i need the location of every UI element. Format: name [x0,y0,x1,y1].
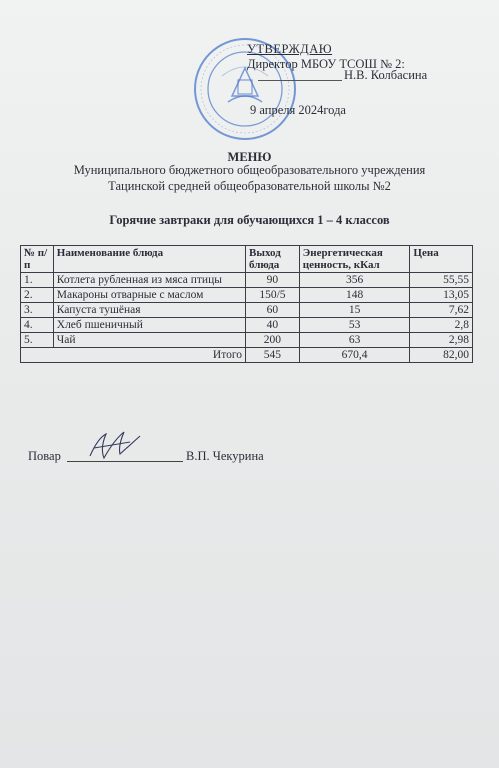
header-no: № п/п [21,246,54,273]
total-price: 82,00 [410,348,473,363]
total-energy: 670,4 [299,348,410,363]
row-price: 7,62 [410,303,473,318]
cook-signature [80,428,150,462]
row-output: 200 [246,333,300,348]
organization-line-1: Муниципального бюджетного общеобразовательного учреждения [73,163,426,177]
row-price: 13,05 [410,288,473,303]
row-energy: 15 [299,303,410,318]
header-output: Выход блюда [246,246,300,273]
menu-table [20,245,473,363]
header-energy: Энергетическая ценность, кКал [299,246,410,273]
cook-name: В.П. Чекурина [186,449,264,463]
row-no: 4. [21,318,54,333]
table-row [21,333,473,348]
row-energy: 53 [299,318,410,333]
document-title: МЕНЮ [227,150,272,164]
row-name: Чай [53,333,245,348]
row-no: 5. [21,333,54,348]
row-energy: 356 [299,273,410,288]
row-energy: 148 [299,288,410,303]
row-price: 55,55 [410,273,473,288]
cook-label: Повар [28,449,61,463]
row-name: Капуста тушёная [53,303,245,318]
table-row [21,288,473,303]
approver-name: Н.В. Колбасина [344,68,428,82]
row-price: 2,8 [410,318,473,333]
row-output: 90 [246,273,300,288]
approval-block [247,42,405,71]
table-row [21,318,473,333]
total-output: 545 [246,348,300,363]
row-name: Хлеб пшеничный [53,318,245,333]
table-row [21,303,473,318]
header-name: Наименование блюда [53,246,245,273]
approval-heading: УТВЕРЖДАЮ [247,42,333,56]
approval-date: 9 апреля 2024года [250,103,346,117]
total-label: Итого [21,348,246,363]
row-name: Котлета рубленная из мяса птицы [53,273,245,288]
row-no: 2. [21,288,54,303]
row-no: 3. [21,303,54,318]
header-price: Цена [410,246,473,273]
row-energy: 63 [299,333,410,348]
row-output: 150/5 [246,288,300,303]
table-total-row [21,348,473,363]
row-output: 60 [246,303,300,318]
row-name: Макароны отварные с маслом [53,288,245,303]
approval-position: Директор МБОУ ТСОШ № 2: [247,57,405,71]
table-header-row [21,246,473,273]
table-row [21,273,473,288]
row-output: 40 [246,318,300,333]
organization-line-2: Тацинской средней общеобразовательной школы №2 [108,179,391,193]
row-no: 1. [21,273,54,288]
menu-subtitle: Горячие завтраки для обучающихся 1 – 4 классов [109,213,390,227]
director-signature-line [258,80,342,81]
row-price: 2,98 [410,333,473,348]
